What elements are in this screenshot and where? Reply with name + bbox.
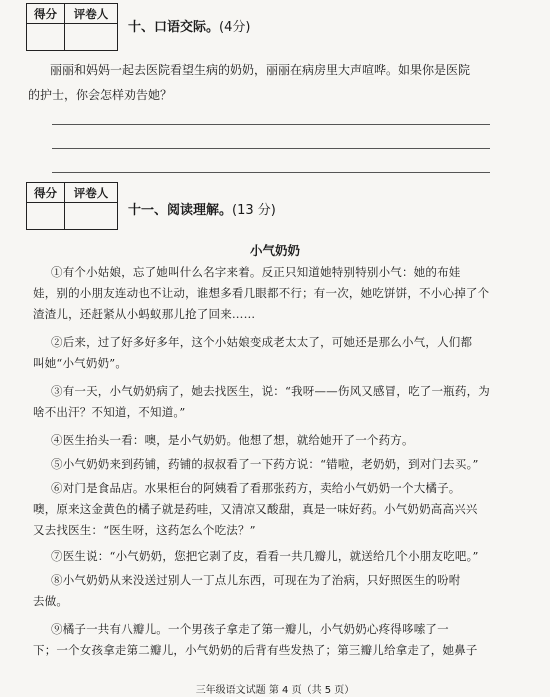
grader-label: 评卷人 bbox=[65, 183, 117, 203]
score-box-section11 bbox=[26, 182, 118, 230]
story-line: 啥不出汗？不知道，不知道。” bbox=[33, 405, 186, 419]
answer-line-3[interactable] bbox=[52, 172, 490, 173]
story-line: 渣渣儿，还赶紧从小蚂蚁那儿抢了回来…… bbox=[33, 307, 256, 321]
story-line: ④医生抬头一看：噢，是小气奶奶。他想了想，就给她开了一个药方。 bbox=[51, 433, 414, 447]
section11-points: (13 分) bbox=[232, 203, 276, 218]
grader-label: 评卷人 bbox=[65, 4, 117, 24]
page-footer: 三年级语文试题 第 4 页（共 5 页） bbox=[195, 685, 355, 696]
score-label: 得分 bbox=[27, 4, 65, 24]
section10-title bbox=[128, 16, 250, 35]
story-line: ⑨橘子一共有八瓣儿。一个男孩子拿走了第一瓣儿，小气奶奶心疼得哆嗦了一 bbox=[51, 622, 449, 636]
section10-question-line2: 的护士，你会怎样劝告她？ bbox=[28, 88, 173, 102]
section10-question-line1: 丽丽和妈妈一起去医院看望生病的奶奶，丽丽在病房里大声喧哗。如果你是医院 bbox=[50, 63, 471, 77]
story-line: ①有个小姑娘，忘了她叫什么名字来着。反正只知道她特别特别小气：她的布娃 bbox=[51, 265, 461, 279]
story-line: ⑧小气奶奶从来没送过别人一丁点儿东西，可现在为了治病，只好照医生的吩咐 bbox=[51, 573, 461, 587]
story-line: ⑦医生说：“小气奶奶，您把它剥了皮，看看一共几瓣儿，就送给几个小朋友吃吧。” bbox=[51, 549, 479, 563]
grader-cell bbox=[65, 24, 117, 50]
story-line: 叫她“小气奶奶”。 bbox=[33, 356, 128, 370]
score-box-section10 bbox=[26, 3, 118, 51]
answer-line-1[interactable] bbox=[52, 124, 490, 125]
score-cell bbox=[27, 24, 65, 50]
story-line: 去做。 bbox=[33, 594, 69, 608]
story-line: 又去找医生：“医生呀，这药怎么个吃法？” bbox=[33, 523, 256, 537]
score-cell bbox=[27, 203, 65, 229]
section10-title-text: 十、口语交际。 bbox=[128, 20, 220, 35]
story-line: ③有一天，小气奶奶病了，她去找医生，说：“我呀——伤风又感冒，吃了一瓶药，为 bbox=[51, 384, 490, 398]
story-line: ②后来，过了好多好多年，这个小姑娘变成老太太了，可她还是那么小气，人们都 bbox=[51, 335, 473, 349]
story-body bbox=[33, 262, 493, 661]
story-line: ⑤小气奶奶来到药铺，药铺的叔叔看了一下药方说：“错啦，老奶奶，到对门去买。” bbox=[51, 457, 479, 471]
score-label: 得分 bbox=[27, 183, 65, 203]
section11-title-text: 十一、阅读理解。 bbox=[128, 203, 233, 218]
section10-points: (4分) bbox=[219, 20, 251, 35]
story-line: 噢，原来这金黄色的橘子就是药哇，又清凉又酸甜，真是一味好药。小气奶奶高高兴兴 bbox=[33, 502, 478, 516]
grader-cell bbox=[65, 203, 117, 229]
story-line: ⑥对门是食品店。水果柜台的阿姨看了看那张药方，卖给小气奶奶一个大橘子。 bbox=[51, 481, 461, 495]
answer-line-2[interactable] bbox=[52, 148, 490, 149]
story-line: 下；一个女孩拿走第二瓣儿，小气奶奶的后背有些发热了；第三瓣儿给拿走了，她鼻子 bbox=[33, 643, 478, 657]
story-line: 娃，别的小朋友连动也不让动，谁想多看几眼都不行；有一次，她吃饼饼，不小心掉了个 bbox=[33, 286, 490, 300]
section11-title bbox=[128, 199, 276, 218]
story-title: 小气奶奶 bbox=[249, 243, 300, 258]
